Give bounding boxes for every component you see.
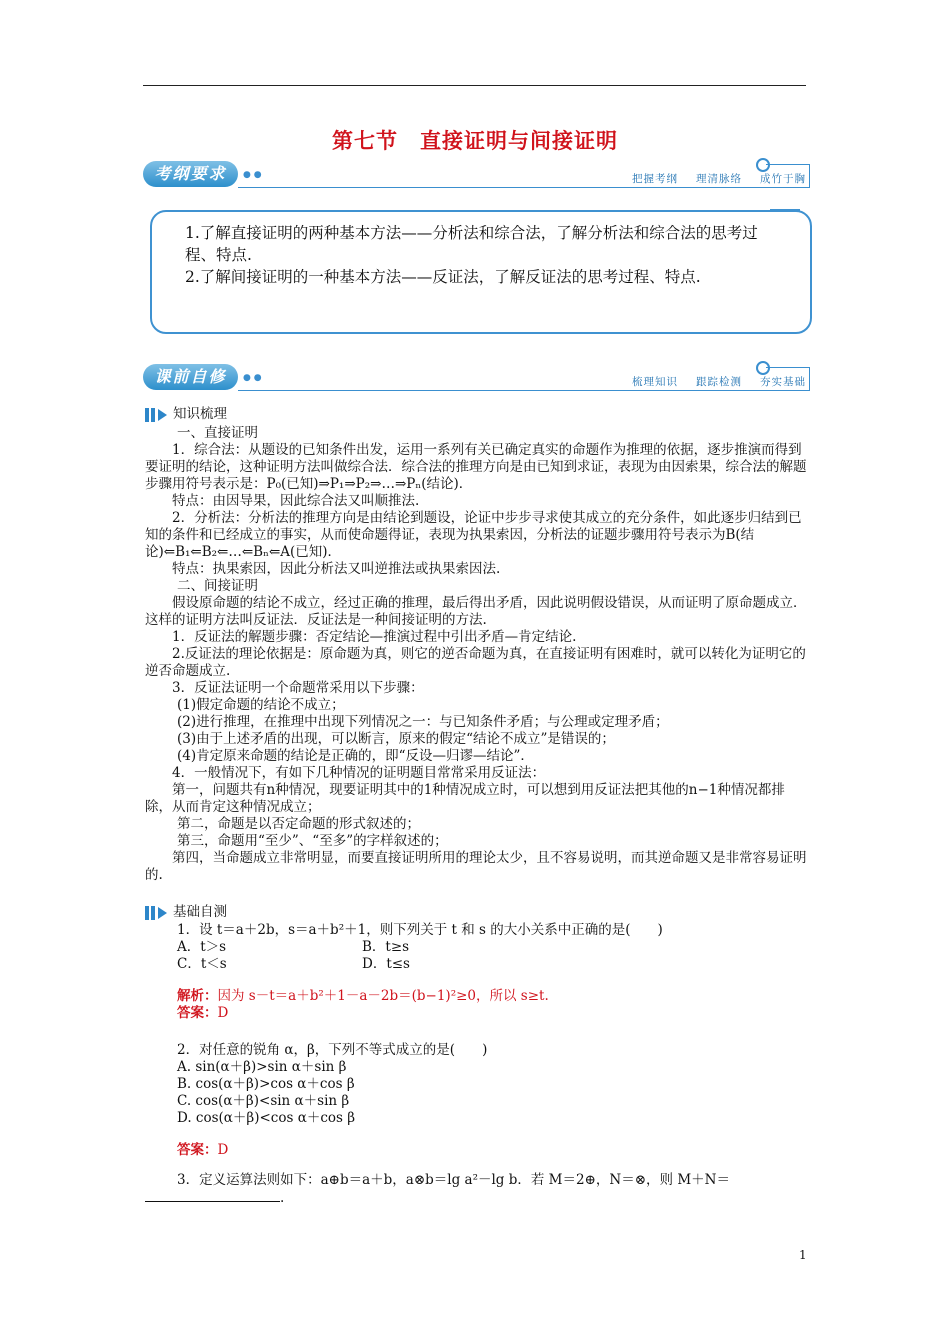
dots-icon: ● ● <box>243 170 262 180</box>
banner-sub: 把握考纲 <box>632 173 678 185</box>
option-a: A. sin(α＋β)>sin α＋sin β <box>177 1059 347 1075</box>
dots-icon: ● ● <box>243 373 262 383</box>
banner-subtitles <box>614 374 806 389</box>
question-stem: 1．设 t＝a＋2b，s＝a＋b²＋1，则下列关于 t 和 s 的大小关系中正确的是( ) <box>177 922 663 938</box>
knowledge-line: 4．一般情况下，有如下几种情况的证明题目常常采用反证法： <box>172 765 546 781</box>
box-tab <box>770 209 800 212</box>
option-c: C．t＜s <box>177 956 227 972</box>
analysis-text: 因为 s－t＝a＋b²＋1－a－2b＝(b−1)²≥0，所以 s≥t. <box>217 988 549 1004</box>
option-b: B. cos(α＋β)>cos α＋cos β <box>177 1076 355 1092</box>
page-number: 1 <box>799 1248 807 1262</box>
knowledge-line: (1)假定命题的结论不成立； <box>177 697 345 713</box>
knowledge-line: 第四，当命题成立非常明显，而要直接证明所用的理论太少，且不容易说明，而其逆命题又是非常容易证明的. <box>145 850 807 883</box>
banner-sub: 理清脉络 <box>696 173 742 185</box>
options-row <box>145 939 810 956</box>
knowledge-line: (2)进行推理，在推理中出现下列情况之一：与已知条件矛盾；与公理或定理矛盾； <box>177 714 669 730</box>
section-marker-icon <box>145 906 171 920</box>
option-a: A．t＞s <box>177 939 227 955</box>
options-row <box>145 956 810 973</box>
answer-value: D <box>217 1005 229 1021</box>
question-1 <box>145 922 810 1022</box>
sentence-end: . <box>280 1190 285 1206</box>
section-banner-preview <box>143 364 810 394</box>
banner-rule <box>238 390 810 391</box>
analysis-line <box>145 988 810 1005</box>
header-rule <box>143 85 806 86</box>
question-2 <box>145 1042 810 1159</box>
exercise-heading-text: 基础自测 <box>173 904 227 920</box>
question-stem: 3．定义运算法则如下：a⊕b＝a＋b，a⊗b＝lg a²－lg b．若 M＝2⊕，N＝⊗，则 M＋N＝ <box>177 1172 730 1188</box>
circle-icon <box>756 361 770 375</box>
banner-side-line <box>809 164 810 187</box>
requirements-text <box>185 222 785 288</box>
answer-value: D <box>217 1142 229 1158</box>
banner-sub: 成竹于胸 <box>760 173 806 185</box>
knowledge-line: 特点：由因导果，因此综合法又叫顺推法. <box>172 493 420 509</box>
knowledge-line: (4)肯定原来命题的结论是正确的，即“反设—归谬—结论”． <box>177 748 534 764</box>
section-banner-syllabus <box>143 161 810 191</box>
knowledge-body <box>145 425 810 884</box>
section-marker-icon <box>145 408 171 422</box>
banner-subtitles <box>614 171 806 186</box>
analysis-label: 解析： <box>177 988 218 1004</box>
option-d: D．t≤s <box>362 956 410 972</box>
knowledge-line: 1．反证法的解题步骤：否定结论—推演过程中引出矛盾—肯定结论. <box>172 629 577 645</box>
page-title: 第七节 直接证明与间接证明 <box>332 129 618 153</box>
answer-line <box>145 1142 810 1159</box>
answer-blank[interactable] <box>145 1189 280 1202</box>
knowledge-line: 第三，命题用“至少”、“至多”的字样叙述的； <box>177 833 448 849</box>
banner-sub: 夯实基础 <box>760 376 806 388</box>
requirement-item: 1.了解直接证明的两种基本方法——分析法和综合法，了解分析法和综合法的思考过程、特点. <box>185 224 758 264</box>
knowledge-line: 特点：执果索因，因此分析法又叫逆推法或执果索因法. <box>172 561 501 577</box>
banner-side-line <box>809 367 810 390</box>
circle-icon <box>756 158 770 172</box>
knowledge-line: 假设原命题的结论不成立，经过正确的推理，最后得出矛盾，因此说明假设错误，从而证明了原命题成立．这样的证明方法叫反证法．反证法是一种间接证明的方法. <box>145 595 807 628</box>
knowledge-line: 3．反证法证明一个命题常采用以下步骤： <box>172 680 424 696</box>
option-d: D. cos(α＋β)<cos α＋cos β <box>177 1110 356 1126</box>
banner-rule <box>238 187 810 188</box>
banner-label: 课前自修 <box>143 364 238 390</box>
knowledge-line: 1．综合法：从题设的已知条件出发，运用一系列有关已确定真实的命题作为推理的依据，逐步推演而得到要证明的结论，这种证明方法叫做综合法．综合法的推理方向是由已知到求证，表现为由因索果，综合法的解题步骤用符号表示是：P₀(已知)⇒P₁⇒P₂⇒…⇒Pₙ(结论)． <box>145 442 807 492</box>
knowledge-line: (3)由于上述矛盾的出现，可以断言，原来的假定“结论不成立”是错误的； <box>177 731 615 747</box>
knowledge-line: 2.反证法的理论依据是：原命题为真，则它的逆否命题为真，在直接证明有困难时，就可以转化为证明它的逆否命题成立. <box>145 646 806 679</box>
answer-label: 答案： <box>177 1005 218 1021</box>
knowledge-line: 第一，问题共有n种情况，现要证明其中的1种情况成立时，可以想到用反证法把其他的n−1种情况都排除，从而肯定这种情况成立； <box>145 782 785 815</box>
option-b: B．t≥s <box>362 939 410 955</box>
knowledge-line: 第二，命题是以否定命题的形式叙述的； <box>177 816 420 832</box>
knowledge-line: 2．分析法：分析法的推理方向是由结论到题设，论证中步步寻求使其成立的充分条件，如此逐步归结到已知的条件和已经成立的事实，从而使命题得证，表现为执果索因，分析法的证题步骤用符号表示为B(结论)⇐B₁⇐B₂⇐…⇐Bₙ⇐A(已知)． <box>145 510 802 560</box>
question-stem: 2．对任意的锐角 α，β，下列不等式成立的是( ) <box>177 1042 488 1058</box>
banner-top-line <box>766 164 810 165</box>
banner-top-line <box>766 367 810 368</box>
answer-line <box>145 1005 810 1022</box>
knowledge-line: 二、间接证明 <box>177 578 258 594</box>
knowledge-heading <box>145 406 227 423</box>
knowledge-line: 一、直接证明 <box>177 425 258 441</box>
requirement-item: 2.了解间接证明的一种基本方法——反证法，了解反证法的思考过程、特点. <box>185 268 701 286</box>
answer-blank-line <box>145 1189 810 1207</box>
knowledge-heading-text: 知识梳理 <box>173 406 227 422</box>
question-3 <box>145 1172 810 1207</box>
banner-sub: 跟踪检测 <box>696 376 742 388</box>
banner-sub: 梳理知识 <box>632 376 678 388</box>
exercise-heading <box>145 904 227 921</box>
option-c: C. cos(α＋β)<sin α＋sin β <box>177 1093 350 1109</box>
banner-label: 考纲要求 <box>143 161 238 187</box>
answer-label: 答案： <box>177 1142 218 1158</box>
